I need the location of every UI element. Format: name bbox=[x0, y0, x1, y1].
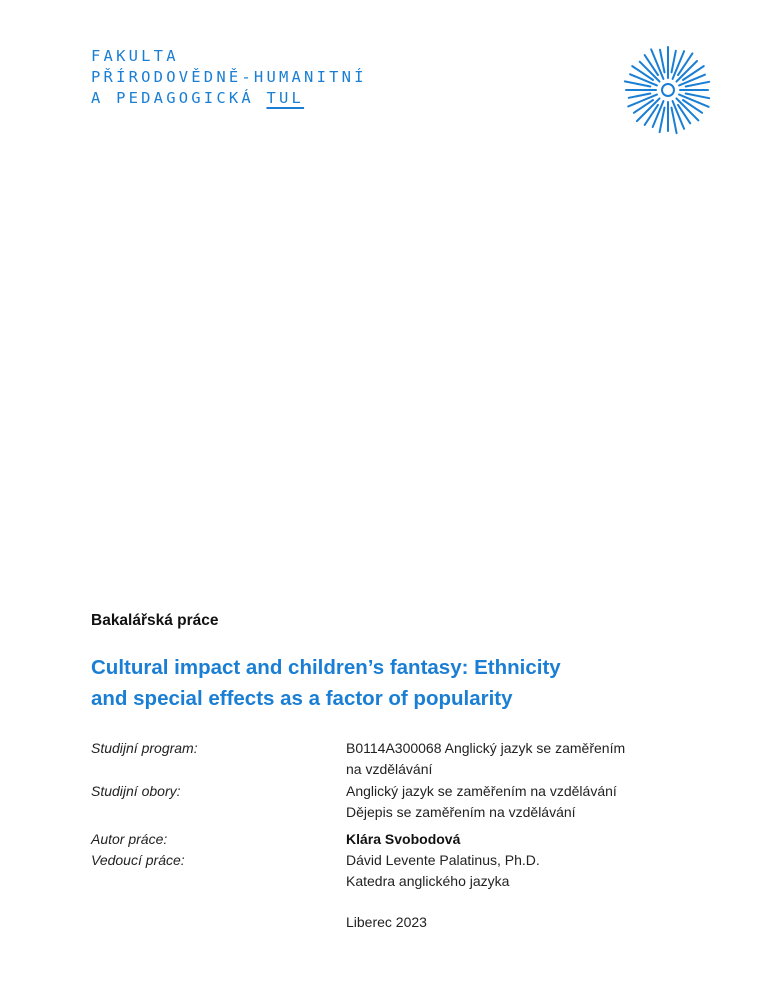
thesis-title-line-2: and special effects as a factor of popularity bbox=[91, 687, 513, 710]
thesis-title bbox=[91, 652, 691, 714]
author-label: Autor práce: bbox=[91, 831, 168, 847]
logo-ray bbox=[660, 50, 664, 73]
supervisor-label: Vedoucí práce: bbox=[91, 852, 185, 868]
department-value: Katedra anglického jazyka bbox=[346, 873, 510, 889]
sunburst-logo-icon bbox=[620, 42, 716, 138]
logo-ray bbox=[629, 94, 651, 98]
fields-value-2: Dějepis se zaměřením na vzdělávání bbox=[346, 804, 576, 820]
faculty-name bbox=[91, 46, 367, 109]
program-label: Studijní program: bbox=[91, 740, 198, 756]
place-year: Liberec 2023 bbox=[346, 914, 427, 930]
author-value: Klára Svobodová bbox=[346, 831, 461, 847]
tul-mark: TUL bbox=[266, 89, 305, 107]
thesis-type: Bakalářská práce bbox=[91, 612, 219, 629]
fields-label: Studijní obory: bbox=[91, 783, 181, 799]
program-value-2: na vzdělávání bbox=[346, 761, 433, 777]
logo-ray bbox=[686, 82, 710, 87]
supervisor-value: Dávid Levente Palatinus, Ph.D. bbox=[346, 852, 540, 868]
faculty-line-3 bbox=[91, 88, 367, 109]
logo-ray bbox=[672, 51, 676, 73]
fields-value-1: Anglický jazyk se zaměřením na vzdělávání bbox=[346, 783, 617, 799]
faculty-line-1: FAKULTA bbox=[91, 47, 179, 65]
thesis-title-line-1: Cultural impact and children’s fantasy: Ethnicity bbox=[91, 656, 561, 679]
faculty-line-3-prefix: A PEDAGOGICKÁ bbox=[91, 89, 267, 107]
logo-ray bbox=[686, 94, 710, 99]
logo-ray bbox=[660, 108, 665, 133]
program-value-1: B0114A300068 Anglický jazyk se zaměřením bbox=[346, 740, 626, 756]
faculty-line-2: PŘÍRODOVĚDNĚ-HUMANITNÍ bbox=[91, 68, 367, 86]
